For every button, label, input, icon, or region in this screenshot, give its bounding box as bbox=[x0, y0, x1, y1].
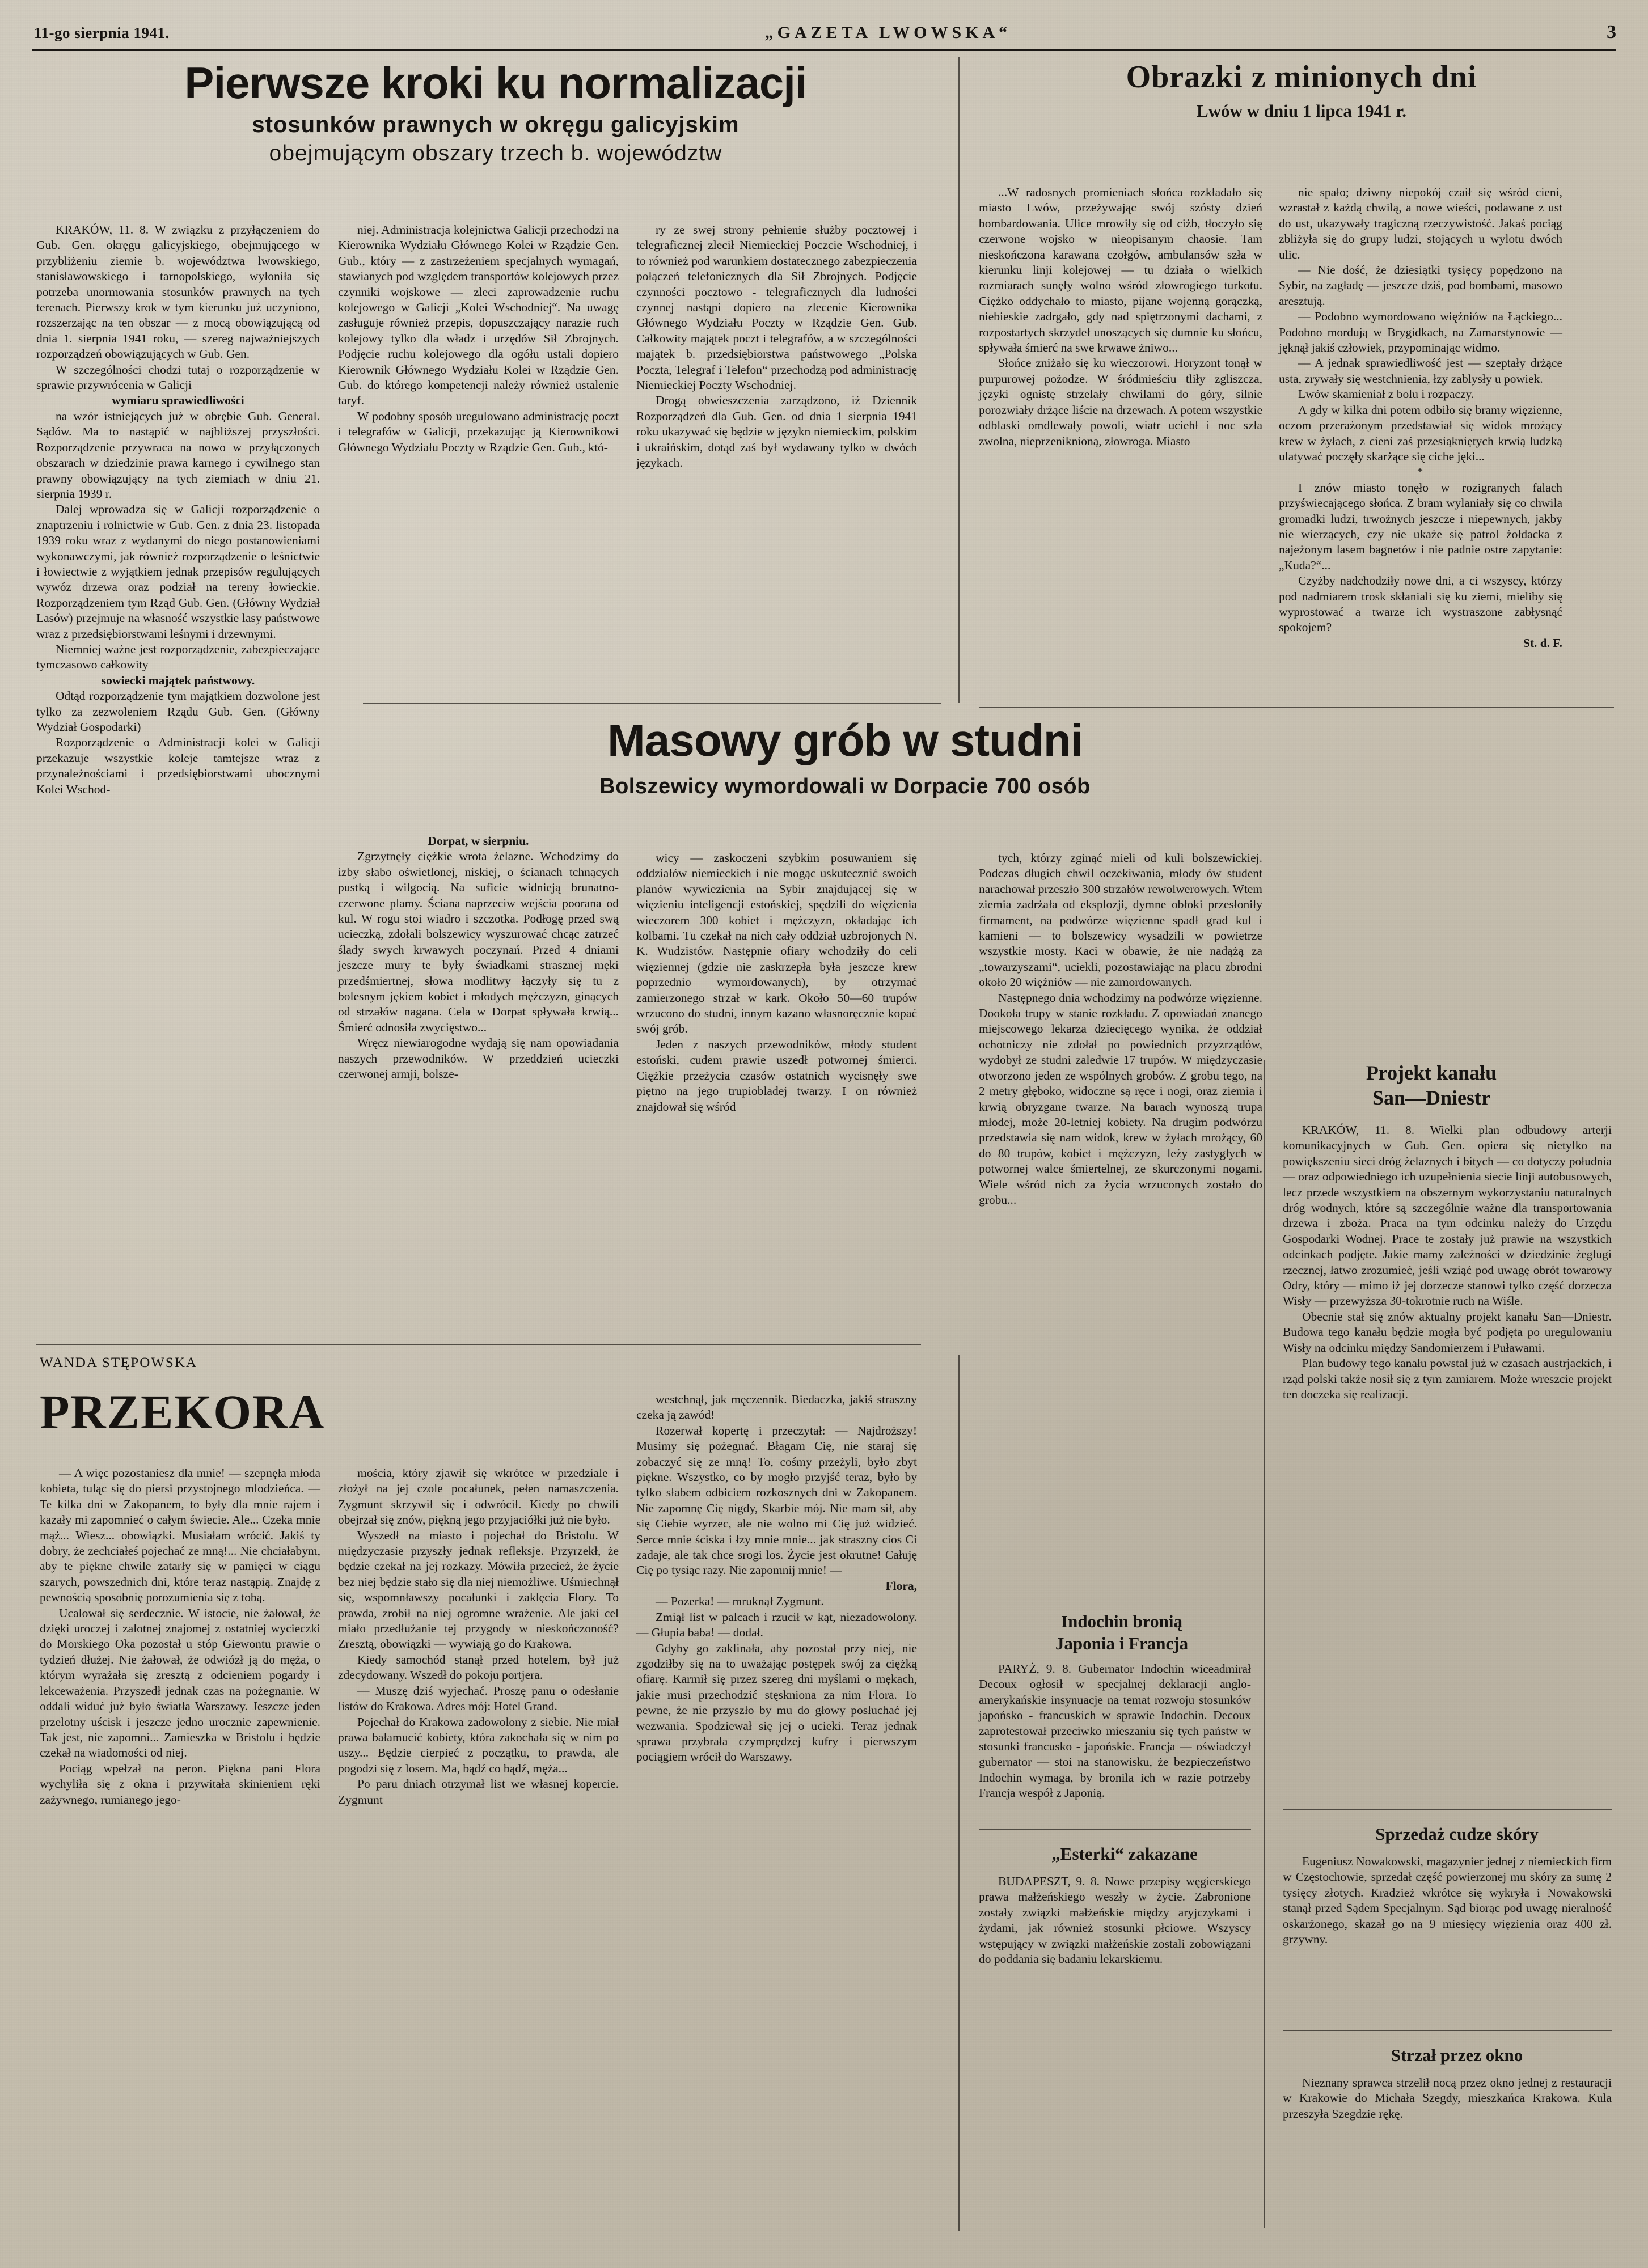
masowy-column-3 bbox=[979, 850, 1262, 1208]
paragraph: KRAKÓW, 11. 8. W związku z przyłączeniem do Gub. Gen. okręgu galicyjskiego, obejmującego w przybliżeniu ziemie b. województwa lwowskiego, stanisławowskiego i tarnopolskiego, wyłoniła się potrzeba unormowania stosunków prawnych na tych terenach. Pierwszy krok w tym kierunku już uczyniono, rozszerzając na ten obszar — z mocą obowiązującą od dnia 1. sierpnia 1941 roku, — szereg najważniejszych rozporządzeń obowiązujących w Gub. Gen. bbox=[36, 223, 320, 361]
paragraph: Rozerwał kopertę i przeczytał: — Najdroższy! Musimy się pożegnać. Błagam Cię, nie staraj się zobaczyć się ze mną! To, cośmy przeżyli, było zbyt piękne. Wszystko, co by mogło przyjść teraz, było by tylko słabem odbiciem rozkosznych dni w Zakopanem. Nie zapomnę Cię nigdy, Skarbie mój. Nie mam sił, aby się Ciebie wyrzec, ale nie wolno mi Cię już widzieć. Serce mnie ściska i łzy mnie mnie... jak straszny cios Ci zadaje, ale tak chce srogi los. Życie jest okrutne! Całuję Cię po tysiąc razy. Nie zapomnij mnie! — bbox=[636, 1423, 917, 1577]
column-divider bbox=[958, 57, 960, 703]
headline-esterki bbox=[979, 1843, 1251, 1865]
section-rule bbox=[979, 707, 1614, 708]
headline-normalizacja-line3: obejmującym obszary trzech b. województw bbox=[269, 141, 722, 166]
headline-obrazki-line1: Obrazki z minionych dni bbox=[1126, 60, 1477, 95]
headline-normalizacja-line1: Pierwsze kroki ku normalizacji bbox=[184, 58, 807, 108]
paragraph: Rozporządzenie o Administracji kolei w Galicji przekazuje wszystkie koleje tamtejsze wraz z przynależnościami i przedsiębiorstwami ubocznymi Kolei Wschod- bbox=[36, 735, 320, 796]
column-divider bbox=[1264, 1060, 1265, 2228]
paragraph: Jeden z naszych przewodników, młody student estoński, cudem prawie uszedł potwornej śmierci. Ciężkie przeżycia czasów ostatnich wycisnęły swe piętno na jego trupiobladej twarzy. I on również znajdował się wśród bbox=[636, 1037, 917, 1114]
headline-przekora-title: PRZEKORA bbox=[40, 1385, 326, 1439]
paragraph: Obecnie stał się znów aktualny projekt kanału San—Dniestr. Budowa tego kanału będzie mogła być podjęta po uregulowaniu Wisły na odcinku między Sandomierzem i Puławami. bbox=[1283, 1309, 1612, 1355]
headline-esterki-text: „Esterki“ zakazane bbox=[1051, 1844, 1198, 1864]
paragraph: I znów miasto tonęło w rozigranych falach przyświecającego słońca. Z bram wylaniały się co chwila gromadki ludzi, trwożnych jeszcze i niepewnych, jakby nie wierzących, czy nie ukaże się patrol żołdacka z najeżonym lasem bagnetów i nie padnie ostre zapytanie: „Kuda?“... bbox=[1279, 480, 1562, 572]
paragraph: Zmiął list w palcach i rzucił w kąt, niezadowolony. — Głupia baba! — dodał. bbox=[636, 1610, 917, 1640]
paragraph: Dalej wprowadza się w Galicji rozporządzenie o znaptrzeniu i rolnictwie w Gub. Gen. z dnia 23. listopada 1939 roku wraz z wydanymi do niego postanowieniami wykonawczymi, jak również rozporządzenie o leśnictwie i łowiectwie z wyjątkiem jednak przepisów regulujących wywóz drzewa oraz podział na tereny łowieckie. Rozporządzeniem tym Rząd Gub. Gen. (Główny Wydział Lasów) przejmuje na własność wszystkie lasy państwowe wraz z przedsiębiorstwami leśnymi i drzewnymi. bbox=[36, 502, 320, 641]
headline-strzal bbox=[1283, 2044, 1612, 2066]
headline-przekora bbox=[40, 1383, 391, 1440]
headline-indochiny bbox=[979, 1610, 1245, 1655]
masthead-rule bbox=[32, 49, 1616, 51]
strzal-body bbox=[1283, 2075, 1612, 2122]
paragraph: ry ze swej strony pełnienie służby pocztowej i telegraficznej zlecił Niemieckiej Poczcie Wschodniej, i to również pod warunkiem dostatecznego zabezpieczenia połączeń telefonicznych dla Sił Zbrojnych. Podjęcie czynności pocztowo - telegraficznych dla ludności czynnej nastąpi dopiero na zlecenie Kierownika Głównego Wydziału Poczty w Rządzie Gen. Gub. Całkowity majątek poczt i telegrafów, a w szczególności majątek b. przedsiębiorstwa państwowego „Polska Poczta, Telegraf i Telefon“ przechodzą pod administrację Niemieckiej Poczty Wschodniej. bbox=[636, 223, 917, 392]
masthead-page-number: 3 bbox=[1606, 22, 1616, 43]
przekora-column-1 bbox=[40, 1466, 320, 1808]
paragraph: Czyżby nadchodziły nowe dni, a ci wszyscy, którzy pod nadmiarem trosk skłaniali się ku ziemi, mieliby się wyprostować a twarze ich wystraszone zabłysnąć spokojem? bbox=[1279, 574, 1562, 634]
paragraph: BUDAPESZT, 9. 8. Nowe przepisy węgierskiego prawa małżeńskiego weszły w życie. Zabronione zostały związki małżeńskie między aryjczykami i żydami, jak również stosunki płciowe. Wszyscy wstępujący w związki małżeńskie zostali zobowiązani do poddania się badaniu lekarskiemu. bbox=[979, 1875, 1251, 1966]
paragraph: A gdy w kilka dni potem odbiło się bramy więzienne, oczom przerażonym przedstawiał się widok mrożący krew w żyłach, z cieni zaś przesiąkniętych krwią ludzką ulatywać poczęły skarżące się ciche jęki... bbox=[1279, 403, 1562, 463]
article-byline: WANDA STĘPOWSKA bbox=[40, 1355, 197, 1370]
indochiny-body bbox=[979, 1661, 1251, 1801]
masthead bbox=[34, 22, 1616, 43]
paragraph: Lwów skamieniał z bolu i rozpaczy. bbox=[1298, 387, 1474, 401]
section-rule bbox=[363, 703, 941, 704]
paragraph: Niemniej ważne jest rozporządzenie, zabezpieczające tymczasowo całkowity bbox=[36, 642, 320, 672]
paragraph: PARYŻ, 9. 8. Gubernator Indochin wiceadmirał Decoux ogłosił w specjalnej deklaracji anglo-amerykańskie insynuacje na temat rozwoju stosunków japońsko - francuskich w sprawie Indochin. Decoux zaprotestował przeciwko mieszaniu się tych państw w stosunki francusko - japońskie. Francja — oświadczył gubernator — stoi na stanowisku, że bezpieczeństwo Indochin wymaga, by bronila ich w razie potrzeby Francja wespół z Japonią. bbox=[979, 1662, 1251, 1800]
headline-kanal bbox=[1283, 1060, 1561, 1110]
esterki-body bbox=[979, 1874, 1251, 1967]
headline-indochiny-line1: Indochin bronią bbox=[1061, 1611, 1182, 1631]
obrazki-column-1 bbox=[979, 185, 1262, 449]
przekora-column-3 bbox=[636, 1392, 917, 1765]
obrazki-column-2 bbox=[1279, 185, 1562, 651]
paragraph: — Nie dość, że dziesiątki tysięcy popędzono na Sybir, na zagładę — jeszcze dziś, pod bombami, masowo aresztują. bbox=[1279, 263, 1562, 308]
paragraph: W szczególności chodzi tutaj o rozporządzenie w sprawie przywrócenia w Galicji bbox=[36, 362, 320, 392]
paragraph: Następnego dnia wchodzimy na podwórze więzienne. Dookoła trupy w stanie rozkładu. Z opowiadań znanego miejscowego lekarza dziecięcego wynika, że oddział ochotniczy nie zdołał po powiednich przyzrządów, wydobył ze studni zaledwie 17 trupów. W międzyczasie otworzono jeden ze wspólnych grobów. Z grobu tego, na 2 metry głęboko, widoczne są ręce i nogi, oraz ziemia i krwią obryzgane twarze. Na barach wynoszą trupa młodej, może 20-letniej kobiety. Na drugim podwórzu przedstawia się nam widok, krew w żyłach mrożący, 60 do 80 trupów, kobiet i mężczyzn, leży zastygłych w potwornej walce śmiertelnej, ze skurczonymi nogami. Wiele wśród nich za życia wrzuconych zostało do grobu... bbox=[979, 991, 1262, 1207]
paragraph: Wyszedł na miasto i pojechał do Bristolu. W międzyczasie przyszły jednak refleksje. Przyrzekł, że będzie czekał na jej rozkazy. Mówiła przecież, że życie bez niej będzie stało się dla niej niemożliwe. Uśmiechnął się, wspomnławszy pocałunki i zaklęcia Flory. To prawda, zrobił na niej ogromne wrażenie. Ale jaki cel miało przedłużanie tej przygody w nieskończoność? Zresztą, obowiązki — wywiają go do Krakowa. bbox=[338, 1528, 619, 1651]
normalizacja-column-3 bbox=[636, 222, 917, 471]
section-separator-star: * bbox=[1417, 465, 1425, 479]
headline-skory bbox=[1283, 1823, 1612, 1845]
section-rule bbox=[1283, 1809, 1612, 1810]
masthead-date: 11-go sierpnia 1941. bbox=[34, 24, 170, 41]
paragraph: westchnął, jak męczennik. Biedaczka, jakiś straszny czeka ją zawód! bbox=[636, 1393, 917, 1422]
paragraph: W podobny sposób uregulowano administrację poczt i telegrafów w Galicji, przekazując ją Kierownikowi Głównego Wydziału Poczty w Rządzie Gen. Gub., któ- bbox=[338, 409, 619, 454]
normalizacja-column-1 bbox=[36, 222, 320, 797]
masthead-title: „GAZETA LWOWSKA“ bbox=[764, 23, 1012, 42]
headline-masowy-line1: Masowy grób w studni bbox=[607, 715, 1083, 765]
paragraph: Kiedy samochód stanął przed hotelem, był już zdecydowany. Wszedł do pokoju portjera. bbox=[338, 1652, 619, 1682]
normalizacja-column-2 bbox=[338, 222, 619, 455]
headline-kanal-line1: Projekt kanału bbox=[1366, 1061, 1497, 1084]
masowy-column-2 bbox=[636, 850, 917, 1115]
headline-normalizacja-line2: stosunków prawnych w okręgu galicyjskim bbox=[252, 112, 740, 137]
masowy-column-1 bbox=[338, 833, 619, 1082]
headline-normalizacja bbox=[36, 59, 955, 168]
paragraph: Odtąd rozporządzenie tym majątkiem dozwolone jest tylko za zezwoleniem Rządu Gub. Gen. (Główny Wydział Gospodarki) bbox=[36, 689, 320, 734]
paragraph: — Podobno wymordowano więźniów na Łąckiego... Podobno mordują w Brygidkach, na Zamarstynowie — jęknął jakiś człowiek, przypominając widmo. bbox=[1279, 310, 1562, 355]
paragraph: Zgrzytnęły ciężkie wrota żelazne. Wchodzimy do izby słabo oświetlonej, niskiej, o ścianach tchnących pustką i wilgocią. Na suficie widnieją brunatno-czerwone plamy. Ściana naprzeciw wejścia poorana od kul. W rogu stoi wiadro i szczotka. Podłogę przed swą ucieczką, zdołali bolszewicy wyszurować chcąc zatrzeć ślady swych krwawych poczynań. Przed 4 dniami jeszcze mury te były świadkami strasznej męki przedśmiertnej, słowa modlitwy łączyły się tu z bolesnym jękiem kobiet i młodych mężczyzn, ginących od strzałów nagana. Cela w Dorpat spływała krwią... Śmierć odnosiła zwycięstwo... bbox=[338, 849, 619, 1034]
column-divider bbox=[958, 1355, 960, 2231]
section-rule bbox=[36, 1344, 921, 1345]
section-rule bbox=[979, 1829, 1251, 1830]
paragraph: Nieznany sprawca strzelił nocą przez okno jednej z restauracji w Krakowie do Michała Szegdy, mieszkańca Krakowa. Kula przeszyła Szegdzie rękę. bbox=[1283, 2076, 1612, 2121]
headline-masowy-line2: Bolszewicy wymordowali w Dorpacie 700 osób bbox=[599, 775, 1091, 798]
paragraph: ...W radosnych promieniach słońca rozkładało się miasto Lwów, przeżywając swój szósty dzień bombardowania. Ulice mrowiły się od ciżb, tłoczyło się czerwone wojsko w nieopisanym chaosie. Tam nieskończona karawana czołgów, ambulansów szła w kierunku linji kolejowej — tu działa o wielkich rozmiarach sunęły wolno wśród złowrogiego turkotu. Ciężko oddychało to miasto, pijane wojenną gorączką, niebieskie zadrgało, gdy nad spiętrzonymi dachami, z rozpostartych skrzydeł unoszących się dumnie ku słońcu, spływała śmierć na swe krwawe żniwo... bbox=[979, 185, 1262, 355]
paragraph: KRAKÓW, 11. 8. Wielki plan odbudowy arterji komunikacyjnych w Gub. Gen. opiera się nietylko na powiększeniu sieci dróg żelaznych i bitych — co dotyczy południa — oraz odpowiedniego ich uzupełnienia siecie linji autobusowych, lecz przede wszystkiem na obszernym wykorzystaniu naturalnych dróg wodnych, które są szczególnie ważne dla transportowania drzewa i zboża. Praca na tym odcinku należy do Urzędu Gospodarki Wodnej. Prace te zostały już prawie na wszystkich odcinkach podjęte. Jakie mamy zależności w dziedzinie żeglugi rzecznej, łatwo zrozumieć, jeśli wziąć pod uwagę obrót towarowy Odry, który — mimo iż jej dorzecze stanowi tylko część dorzecza Wisły — przewyższa 30-tokrotnie ruch na Wiśle. bbox=[1283, 1123, 1612, 1308]
article-signature: St. d. F. bbox=[1523, 636, 1562, 650]
paragraph: mościa, który zjawił się wkrótce w przedziale i złożył na jej czole pocałunek, pełen namaszczenia. Zygmunt skrzywił się i odwrócił. Kiedy po chwili obejrzał się znów, piękną jego przyjaciółki już nie było. bbox=[338, 1466, 619, 1527]
headline-indochiny-line2: Japonia i Francja bbox=[1055, 1634, 1189, 1653]
headline-kanal-line2: San—Dniestr bbox=[1372, 1086, 1491, 1109]
przekora-column-2 bbox=[338, 1466, 619, 1808]
headline-masowy bbox=[374, 714, 1316, 799]
paragraph: Drogą obwieszczenia zarządzono, iż Dziennik Rozporządzeń dla Gub. Gen. od dnia 1 sierpnia 1941 roku ukazywać się będzie w językn niemieckim, polskim i ukraińskim, dotąd zaś był wydawany tylko w dwóch językach. bbox=[636, 393, 917, 470]
paragraph: — Muszę dziś wyjechać. Proszę panu o odesłanie listów do Krakowa. Adres mój: Hotel Grand. bbox=[338, 1683, 619, 1713]
paragraph: Wręcz niewiarogodne wydają się nam opowiadania naszych przewodników. W przeddzień ucieczki czerwonej armji, bolsze- bbox=[338, 1036, 619, 1081]
paragraph: Pociąg wpełzał na peron. Piękna pani Flora wychyliła się z okna i przywitała skinieniem ręki zażywnego, rumianego jego- bbox=[40, 1761, 320, 1806]
paragraph: na wzór istniejących już w obrębie Gub. General. Sądów. Ma to nastąpić w najbliższej przyszłości. Rozporządzenie przywraca na nowo w przyłączonych obszarach w dziedzinie prawa karnego i cywilnego stan prawny obowiązujący na tych ziemiach w dniu 21. sierpnia 1939 r. bbox=[36, 409, 320, 501]
skory-body bbox=[1283, 1854, 1612, 1947]
paragraph: Ucalował się serdecznie. W istocie, nie żałował, że dzięki uroczej i zalotnej znajomej z ostatniej wycieczki do Morskiego Oka pozostał u stóp Giewontu prawie o tydzień dłużej. Nie żałował, że odwiózł ją do męża, o którym wyrażała się zresztą z odcieniem pogardy i lekceważenia. Przyszedł jednak czas na pożegnanie. W oddali widuć już było światła Warszawy. Jeszcze jeden przelotny uścisk i jeszcze jedno urocznie zapewnienie. Tak jest, nie zapomni... Zamieszka w Bristolu i będzie czekał na wiadomości od niej. bbox=[40, 1606, 320, 1760]
subhead: sowiecki majątek państwowy. bbox=[101, 673, 255, 687]
paragraph: Plan budowy tego kanału powstał już w czasach austrjackich, i rząd polski także nosił się z tym zamiarem. Może wreszcie projekt ten doczeka się realizacji. bbox=[1283, 1356, 1612, 1401]
headline-skory-text: Sprzedaż cudze skóry bbox=[1375, 1824, 1539, 1844]
kanal-body bbox=[1283, 1123, 1612, 1402]
paragraph: Gdyby go zaklinała, aby pozostał przy niej, nie zgodziłby się na to uważając postępek swój za ciężką ofiarę. Karmił się przez szereg dni myślami o mękach, jakie musi przechodzić stęskniona za nim Flora. To pewne, że nie przyszło by mu do głowy posłuchać jej wezwania. Spodziewał się jej o ucieki. Teraz jednak sprawa przybrała czymprędzej kufry i pierwszym pociągiem wrócił do Warszawy. bbox=[636, 1641, 917, 1764]
section-rule bbox=[1283, 2030, 1612, 2031]
paragraph: tych, którzy zginąć mieli od kuli bolszewickiej. Podczas długich chwil oczekiwania, młody ów student narachował przeszło 300 strzałów rewolwerowych. Wtem ziemia zadrżała od eksplozji, dymne obłoki przesłoniły firmament, na podwórze więzienne spadł grad kul i kamieni — to bolszewicy wysadzili w powietrze wszystkie mosty. Kaci w obawie, że nie nadążą za „towarzyszami“, uciekli, pozostawiając na placu zbrodni około 20 więźniów — nie zamordowanych. bbox=[979, 851, 1262, 989]
letter-signature: Flora, bbox=[885, 1579, 917, 1593]
headline-obrazki-line2: Lwów w dniu 1 lipca 1941 r. bbox=[1196, 101, 1407, 121]
headline-strzal-text: Strzał przez okno bbox=[1391, 2045, 1523, 2065]
paragraph: — A jednak sprawiedliwość jest — szeptały drżące usta, zrywały się westchnienia, łzy zablysły u powiek. bbox=[1279, 356, 1562, 386]
paragraph: niej. Administracja kolejnictwa Galicji przechodzi na Kierownika Wydziału Głównego Kolei w Rządzie Gen. Gub., który — z zastrzeżeniem specjalnych wymagań, stawianych pod względem transportów kolejowych przez czynniki wojskowe — zleci zaprowadzenie ruchu kolejowego w Galicji „Kolei Wschodniej“. Na uwagę zasługuje również przepis, dopuszczający narazie ruch kolejowy tylko dla władz i urzędów Sił Zbrojnych. Podjęcie ruchu kolejowego dla ogółu ustali dopiero Kierownik Głównego Wydziału Kolei w Rządzie Gen. Gub. do którego kompetencji należy również ustalenie taryf. bbox=[338, 223, 619, 408]
paragraph: Po paru dniach otrzymał list we własnej kopercie. Zygmunt bbox=[338, 1777, 619, 1806]
paragraph: — A więc pozostaniesz dla mnie! — szepnęła młoda kobieta, tuląc się do piersi przystojnego mlodzieńca. — Te kilka dni w Zakopanem, to były dla mnie rajem i kazały mi zapomnieć o całym świecie. Ale... Czeka mnie mąż... Wiesz... obowiązki. Musiałam wrócić. Jakiś ty dobry, że zechciałeś pojechać ze mną!... Nie chciałabym, aby te piękne chwile zatarły się w pamięci w ciągu szarych, powszednich dni, które teraz nastąpią. Znajdę z pewnością sposobnię porozumienia się z tobą. bbox=[40, 1466, 320, 1605]
paragraph: Pojechał do Krakowa zadowolony z siebie. Nie miał prawa bałamucić kobiety, która zakochała się w nim po uszy... Będzie cierpieć z początku, to prawda, ale pogodzi się z losem. Ma, bądź co bądź, męża... bbox=[338, 1715, 619, 1775]
paragraph: Słońce zniżało się ku wieczorowi. Horyzont tonął w purpurowej pożodze. W śródmieściu tliły zgliszcza, języki ognistę strzelały chwilami do góry, silnie porozwiały drżące liście na drzewach. A potem wszystkie odblaski omdlewały powoli, wiatr uciehł i noc szła zwolna, nieprzeniknioną, złowroga. Miasto bbox=[979, 356, 1262, 448]
subhead: wymiaru sprawiedliwości bbox=[112, 393, 244, 408]
paragraph: wicy — zaskoczeni szybkim posuwaniem się oddziałów niemieckich i nie mogąc uskutecznić swoich planów wywiezienia na Sybir znajdującej się w więzieniu inteligencji estońskiej, spędzili do więzienia wieczorem 300 kobiet i mężczyzn, okładając ich kolbami. Tu czekał na nich cały oddział uzbrojonych N. K. Wudzistów. Następnie ofiary wchodziły do celi więziennej (gdzie nie zaskrzepła była jeszcze krew poprzednio wymordowanych), by otrzymać zamierzonego strzał w kark. Około 50—60 trupów wrzucono do studni, innym kazano własnoręcznie kopać swój grób. bbox=[636, 851, 917, 1036]
dateline: Dorpat, w sierpniu. bbox=[428, 834, 529, 848]
paragraph: Eugeniusz Nowakowski, magazynier jednej z niemieckich firm w Częstochowie, sprzedał część powierzonej mu skóry za sumę 2 tysięcy złotych. Kradzież wkrótce się wykryła i Nowakowski stanął przed Sądem Specjalnym. Sąd biorąc pod uwagę nieralność oskarżonego, skazał go na 9 miesięcy więzienia oraz 400 zł. grzywny. bbox=[1283, 1855, 1612, 1947]
headline-obrazki bbox=[987, 59, 1616, 121]
paragraph: nie spało; dziwny niepokój czaił się wśród cieni, wzrastał z każdą chwilą, a nowe wieści, podawane z ust do ust, ukazywały tragiczną rzeczywistość. Jakaś pociąg zbliżyła się do grupy ludzi, stojących u wylotu dwóch ulic. bbox=[1279, 185, 1562, 261]
paragraph: — Pozerka! — mruknął Zygmunt. bbox=[656, 1594, 824, 1609]
